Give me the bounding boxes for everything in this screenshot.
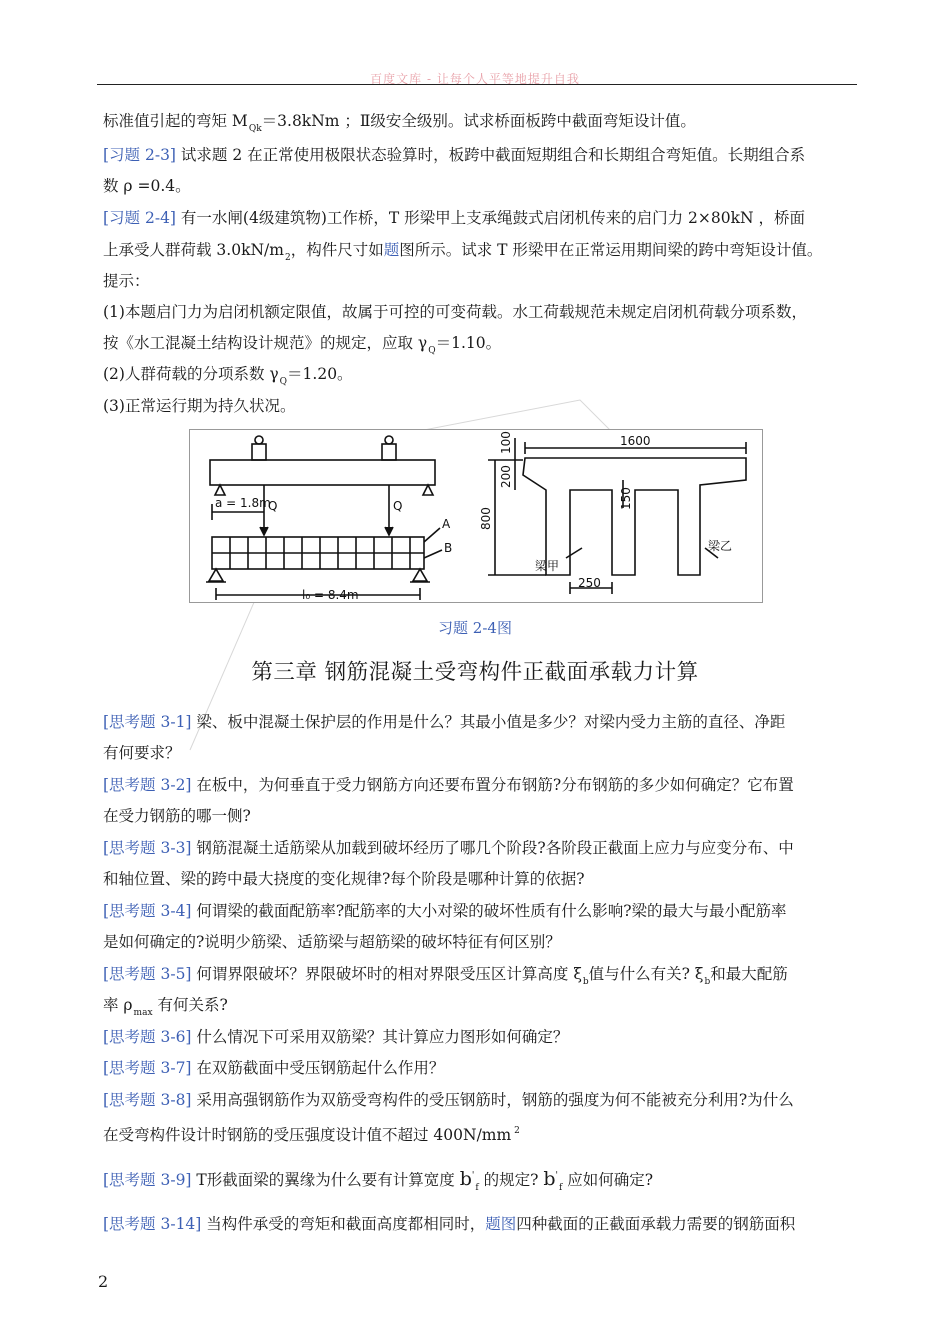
header-rule — [97, 84, 857, 85]
question-ref-3-7[interactable]: [思考题 3-7] — [103, 1059, 192, 1077]
chapter-title: 第三章 钢筋混凝土受弯构件正截面承载力计算 — [251, 660, 699, 685]
beam-a-label: 梁甲 — [535, 559, 560, 573]
question-3-4: [思考题 3-4] 何谓梁的截面配筋率?配筋率的大小对梁的破坏性质有什么影响?梁的最大与最小配筋率 — [103, 902, 787, 920]
question-3-3: [思考题 3-3] 钢筋混凝土适筋梁从加载到破坏经历了哪几个阶段?各阶段正截面上应力与应变分布、中 — [103, 839, 794, 857]
figure-link[interactable]: 题 — [383, 241, 400, 259]
question-ref-3-9[interactable]: [思考题 3-9] — [103, 1171, 192, 1189]
question-3-9: [思考题 3-9] T形截面梁的翼缘为什么要有计算宽度 $b'_f$ 的规定? $b'_f$ 应如何确定? — [103, 1168, 654, 1193]
q-label-2: Q — [393, 499, 403, 513]
text-line: 率 $\rho_{max}$ 有何关系? — [103, 996, 228, 1018]
exercise-2-4-line: [习题 2-4] 有一水闸(4级建筑物)工作桥，T 形梁甲上支承绳鼓式启闭机传来的启门力 2×80kN ，桥面 — [103, 209, 806, 227]
question-ref-3-14[interactable]: [思考题 3-14] — [103, 1215, 202, 1233]
label-a: A — [442, 517, 451, 531]
question-ref-3-6[interactable]: [思考题 3-6] — [103, 1028, 192, 1046]
text-line: 标准值引起的弯矩 $M_{Qk}=3.8kNm$ ；Ⅱ级安全级别。试求桥面板跨中截面弯矩设计值。 — [103, 112, 696, 134]
hint-line: 按《水工混凝土结构设计规范》的规定，应取 $\gamma_Q=1.10$。 — [103, 334, 502, 356]
page-header: 百度文库 - 让每个人平等地提升自我 — [370, 72, 580, 86]
beam-b-label: 梁乙 — [708, 539, 733, 553]
question-3-8: [思考题 3-8] 采用高强钢筋作为双筋受弯构件的受压钢筋时，钢筋的强度为何不能被充分利用?为什么 — [103, 1091, 794, 1109]
a-dimension-label: a = 1.8m — [215, 496, 271, 510]
figure-drawing — [190, 430, 762, 602]
text-line: 有何要求？ — [103, 744, 181, 762]
question-3-1: [思考题 3-1] 梁、板中混凝土保护层的作用是什么？其最小值是多少？对梁内受力主筋的直径、净距 — [103, 713, 786, 731]
figure-caption: 习题 2-4图 — [438, 619, 512, 637]
dim-100: 100 — [499, 431, 513, 454]
question-ref-3-2[interactable]: [思考题 3-2] — [103, 776, 192, 794]
text-line: 在受弯构件设计时钢筋的受压强度设计值不超过 400N/mm $^2$ — [103, 1126, 520, 1144]
label-b: B — [444, 541, 453, 555]
hint-line: (3)正常运行期为持久状况。 — [103, 397, 296, 415]
text-line: 数 ρ =0.4。 — [103, 177, 191, 195]
question-3-7: [思考题 3-7] 在双筋截面中受压钢筋起什么作用？ — [103, 1059, 445, 1077]
q-label-1: Q — [268, 499, 278, 513]
dim-200: 200 — [499, 465, 513, 488]
exercise-ref-2-3[interactable]: [习题 2-3] — [103, 146, 176, 164]
question-ref-3-1[interactable]: [思考题 3-1] — [103, 713, 192, 731]
hint-line: (1)本题启门力为启闭机额定限值，故属于可控的可变荷载。水工荷载规范未规定启闭机荷载分项系数， — [103, 303, 807, 321]
figure-link[interactable]: 题图 — [485, 1215, 517, 1233]
question-ref-3-3[interactable]: [思考题 3-3] — [103, 839, 192, 857]
question-ref-3-5[interactable]: [思考题 3-5] — [103, 965, 192, 983]
exercise-2-3-line: [习题 2-3] 试求题 2 在正常使用极限状态验算时，板跨中截面短期组合和长期组合弯矩值。长期组合系 — [103, 146, 806, 164]
span-label: l₀ = 8.4m — [302, 588, 359, 602]
question-3-14: [思考题 3-14] 当构件承受的弯矩和截面高度都相同时，题图四种截面的正截面承载力需要的钢筋面积 — [103, 1215, 796, 1233]
dim-800: 800 — [479, 507, 493, 530]
question-3-5: [思考题 3-5] 何谓界限破坏？界限破坏时的相对界限受压区计算高度 $\xi_b$值与什么有关? $\xi_b$和最大配筋 — [103, 965, 788, 987]
text-line: 上承受人群荷载 $3.0kN/m_2$，构件尺寸如题图所示。试求 T 形梁甲在正常运用期间梁的跨中弯矩设计值。 — [103, 241, 823, 263]
hint-line: (2)人群荷载的分项系数 $\gamma_Q=1.20$。 — [103, 365, 353, 387]
dim-250: 250 — [578, 576, 601, 590]
question-3-2: [思考题 3-2] 在板中，为何垂直于受力钢筋方向还要布置分布钢筋?分布钢筋的多少如何确定？它布置 — [103, 776, 794, 794]
exercise-figure — [189, 429, 763, 603]
text-line: 在受力钢筋的哪一侧? — [103, 807, 251, 825]
question-ref-3-8[interactable]: [思考题 3-8] — [103, 1091, 192, 1109]
question-ref-3-4[interactable]: [思考题 3-4] — [103, 902, 192, 920]
question-3-6: [思考题 3-6] 什么情况下可采用双筋梁？其计算应力图形如何确定？ — [103, 1028, 569, 1046]
dim-1600: 1600 — [620, 434, 651, 448]
exercise-ref-2-4[interactable]: [习题 2-4] — [103, 209, 176, 227]
dim-150: 150 — [619, 487, 633, 510]
page-number: 2 — [98, 1272, 109, 1291]
hint-heading: 提示： — [103, 272, 150, 290]
text-line: 是如何确定的?说明少筋梁、适筋梁与超筋梁的破坏特征有何区别？ — [103, 933, 561, 951]
text-line: 和轴位置、梁的跨中最大挠度的变化规律?每个阶段是哪种计算的依据? — [103, 870, 585, 888]
